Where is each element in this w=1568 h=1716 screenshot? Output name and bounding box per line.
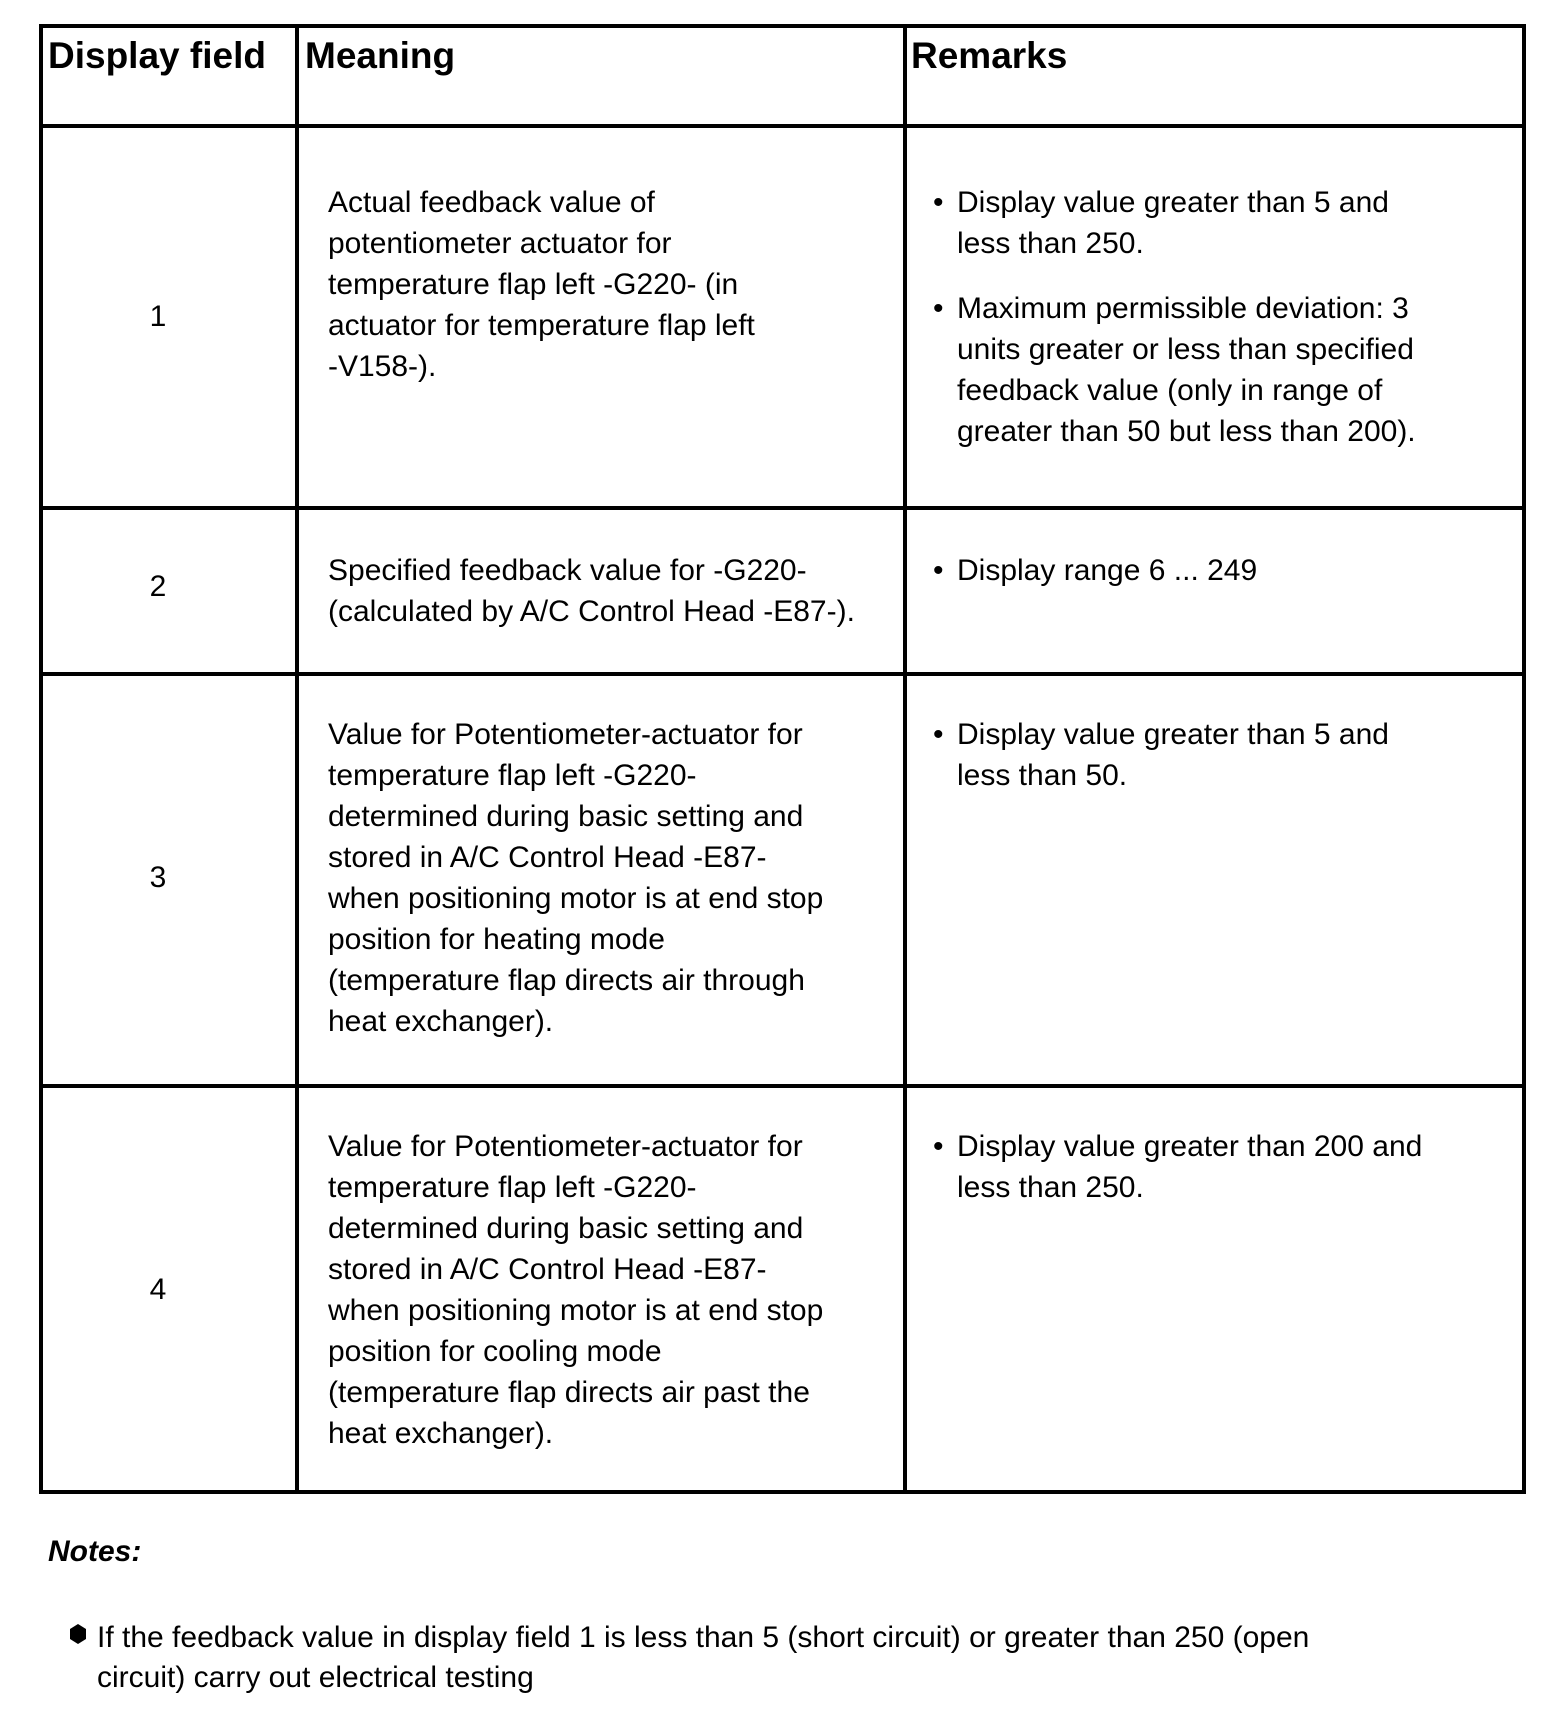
remark-bullet xyxy=(932,288,1512,452)
meaning-line: when positioning motor is at end stop xyxy=(328,882,824,915)
display-field-table xyxy=(39,24,1526,1494)
meaning-line: Value for Potentiometer-actuator for xyxy=(328,718,803,751)
remarks-list xyxy=(932,714,1512,820)
remark-line: Display range 6 ... 249 xyxy=(957,554,1258,587)
meaning-line: position for cooling mode xyxy=(328,1335,662,1368)
meaning-cell xyxy=(295,510,903,672)
header-display-field: Display field xyxy=(48,35,266,76)
meaning-line: temperature flap left -G220- (in xyxy=(328,268,739,301)
table-row xyxy=(43,676,1522,1088)
field-cell xyxy=(43,510,295,672)
notes-heading: Notes: xyxy=(48,1535,142,1568)
remark-bullet xyxy=(932,714,1512,796)
remark-line: Display value greater than 200 and xyxy=(957,1130,1423,1163)
remark-line: Display value greater than 5 and xyxy=(957,186,1389,219)
meaning-line: Specified feedback value for -G220- xyxy=(328,554,807,587)
table-row xyxy=(43,1088,1522,1490)
meaning-line: determined during basic setting and xyxy=(328,800,804,833)
meaning-line: Value for Potentiometer-actuator for xyxy=(328,1130,803,1163)
remark-line: units greater or less than specified xyxy=(957,333,1414,366)
header-meaning: Meaning xyxy=(305,35,456,76)
meaning-line: temperature flap left -G220- xyxy=(328,1171,697,1204)
remark-line: less than 250. xyxy=(957,227,1144,260)
field-cell xyxy=(43,676,295,1084)
meaning-text xyxy=(328,182,888,387)
meaning-text xyxy=(328,550,898,632)
remarks-list xyxy=(932,1126,1512,1232)
meaning-line: (temperature flap directs air past the xyxy=(328,1376,810,1409)
display-field-number: 4 xyxy=(149,1273,167,1306)
meaning-line: determined during basic setting and xyxy=(328,1212,804,1245)
remark-line: Display value greater than 5 and xyxy=(957,718,1389,751)
display-field-number: 1 xyxy=(149,300,167,333)
meaning-line: Actual feedback value of xyxy=(328,186,655,219)
meaning-line: position for heating mode xyxy=(328,923,665,956)
remark-bullet xyxy=(932,1126,1512,1208)
bullet-dot-icon: • xyxy=(933,186,944,219)
bullet-dot-icon: • xyxy=(933,718,944,751)
remarks-cell xyxy=(903,510,1522,672)
remarks-list xyxy=(932,550,1512,615)
remark-line: feedback value (only in range of xyxy=(957,374,1383,407)
meaning-text xyxy=(328,1126,888,1454)
meaning-line: stored in A/C Control Head -E87- xyxy=(328,841,767,874)
remarks-list xyxy=(932,182,1512,476)
header-remarks: Remarks xyxy=(911,35,1068,76)
header-cell-remarks xyxy=(903,28,1522,124)
remark-bullet xyxy=(932,550,1512,591)
meaning-cell xyxy=(295,128,903,506)
bullet-dot-icon: • xyxy=(933,1130,944,1163)
meaning-text xyxy=(328,714,888,1042)
remark-line: less than 50. xyxy=(957,759,1128,792)
meaning-cell xyxy=(295,1088,903,1490)
field-cell xyxy=(43,128,295,506)
meaning-line: when positioning motor is at end stop xyxy=(328,1294,824,1327)
remark-line: Maximum permissible deviation: 3 xyxy=(957,292,1409,325)
header-cell-display-field xyxy=(43,28,295,124)
meaning-line: heat exchanger). xyxy=(328,1005,554,1038)
remark-bullet xyxy=(932,182,1512,264)
meaning-line: stored in A/C Control Head -E87- xyxy=(328,1253,767,1286)
meaning-line: temperature flap left -G220- xyxy=(328,759,697,792)
table-row xyxy=(43,128,1522,510)
remark-line: greater than 50 but less than 200). xyxy=(957,415,1416,448)
table-row xyxy=(43,510,1522,676)
bullet-dot-icon: • xyxy=(933,292,944,325)
meaning-line: -V158-). xyxy=(328,350,437,383)
meaning-cell xyxy=(295,676,903,1084)
meaning-line: (temperature flap directs air through xyxy=(328,964,805,997)
remark-line: less than 250. xyxy=(957,1171,1144,1204)
field-cell xyxy=(43,1088,295,1490)
remarks-cell xyxy=(903,128,1522,506)
note-item xyxy=(68,1618,1448,1698)
table-header-row xyxy=(43,28,1522,128)
meaning-line: potentiometer actuator for xyxy=(328,227,672,260)
meaning-line: heat exchanger). xyxy=(328,1417,554,1450)
note-line: circuit) carry out electrical testing xyxy=(97,1661,534,1694)
remarks-cell xyxy=(903,676,1522,1084)
note-bullet-icon xyxy=(68,1624,88,1644)
note-line: If the feedback value in display field 1 is less than 5 (short circuit) or greater than 250 (open xyxy=(97,1621,1310,1654)
meaning-line: (calculated by A/C Control Head -E87-). xyxy=(328,595,855,628)
remarks-cell xyxy=(903,1088,1522,1490)
display-field-number: 3 xyxy=(149,861,167,894)
display-field-number: 2 xyxy=(149,570,167,603)
header-cell-meaning xyxy=(295,28,903,124)
bullet-dot-icon: • xyxy=(933,554,944,587)
meaning-line: actuator for temperature flap left xyxy=(328,309,755,342)
